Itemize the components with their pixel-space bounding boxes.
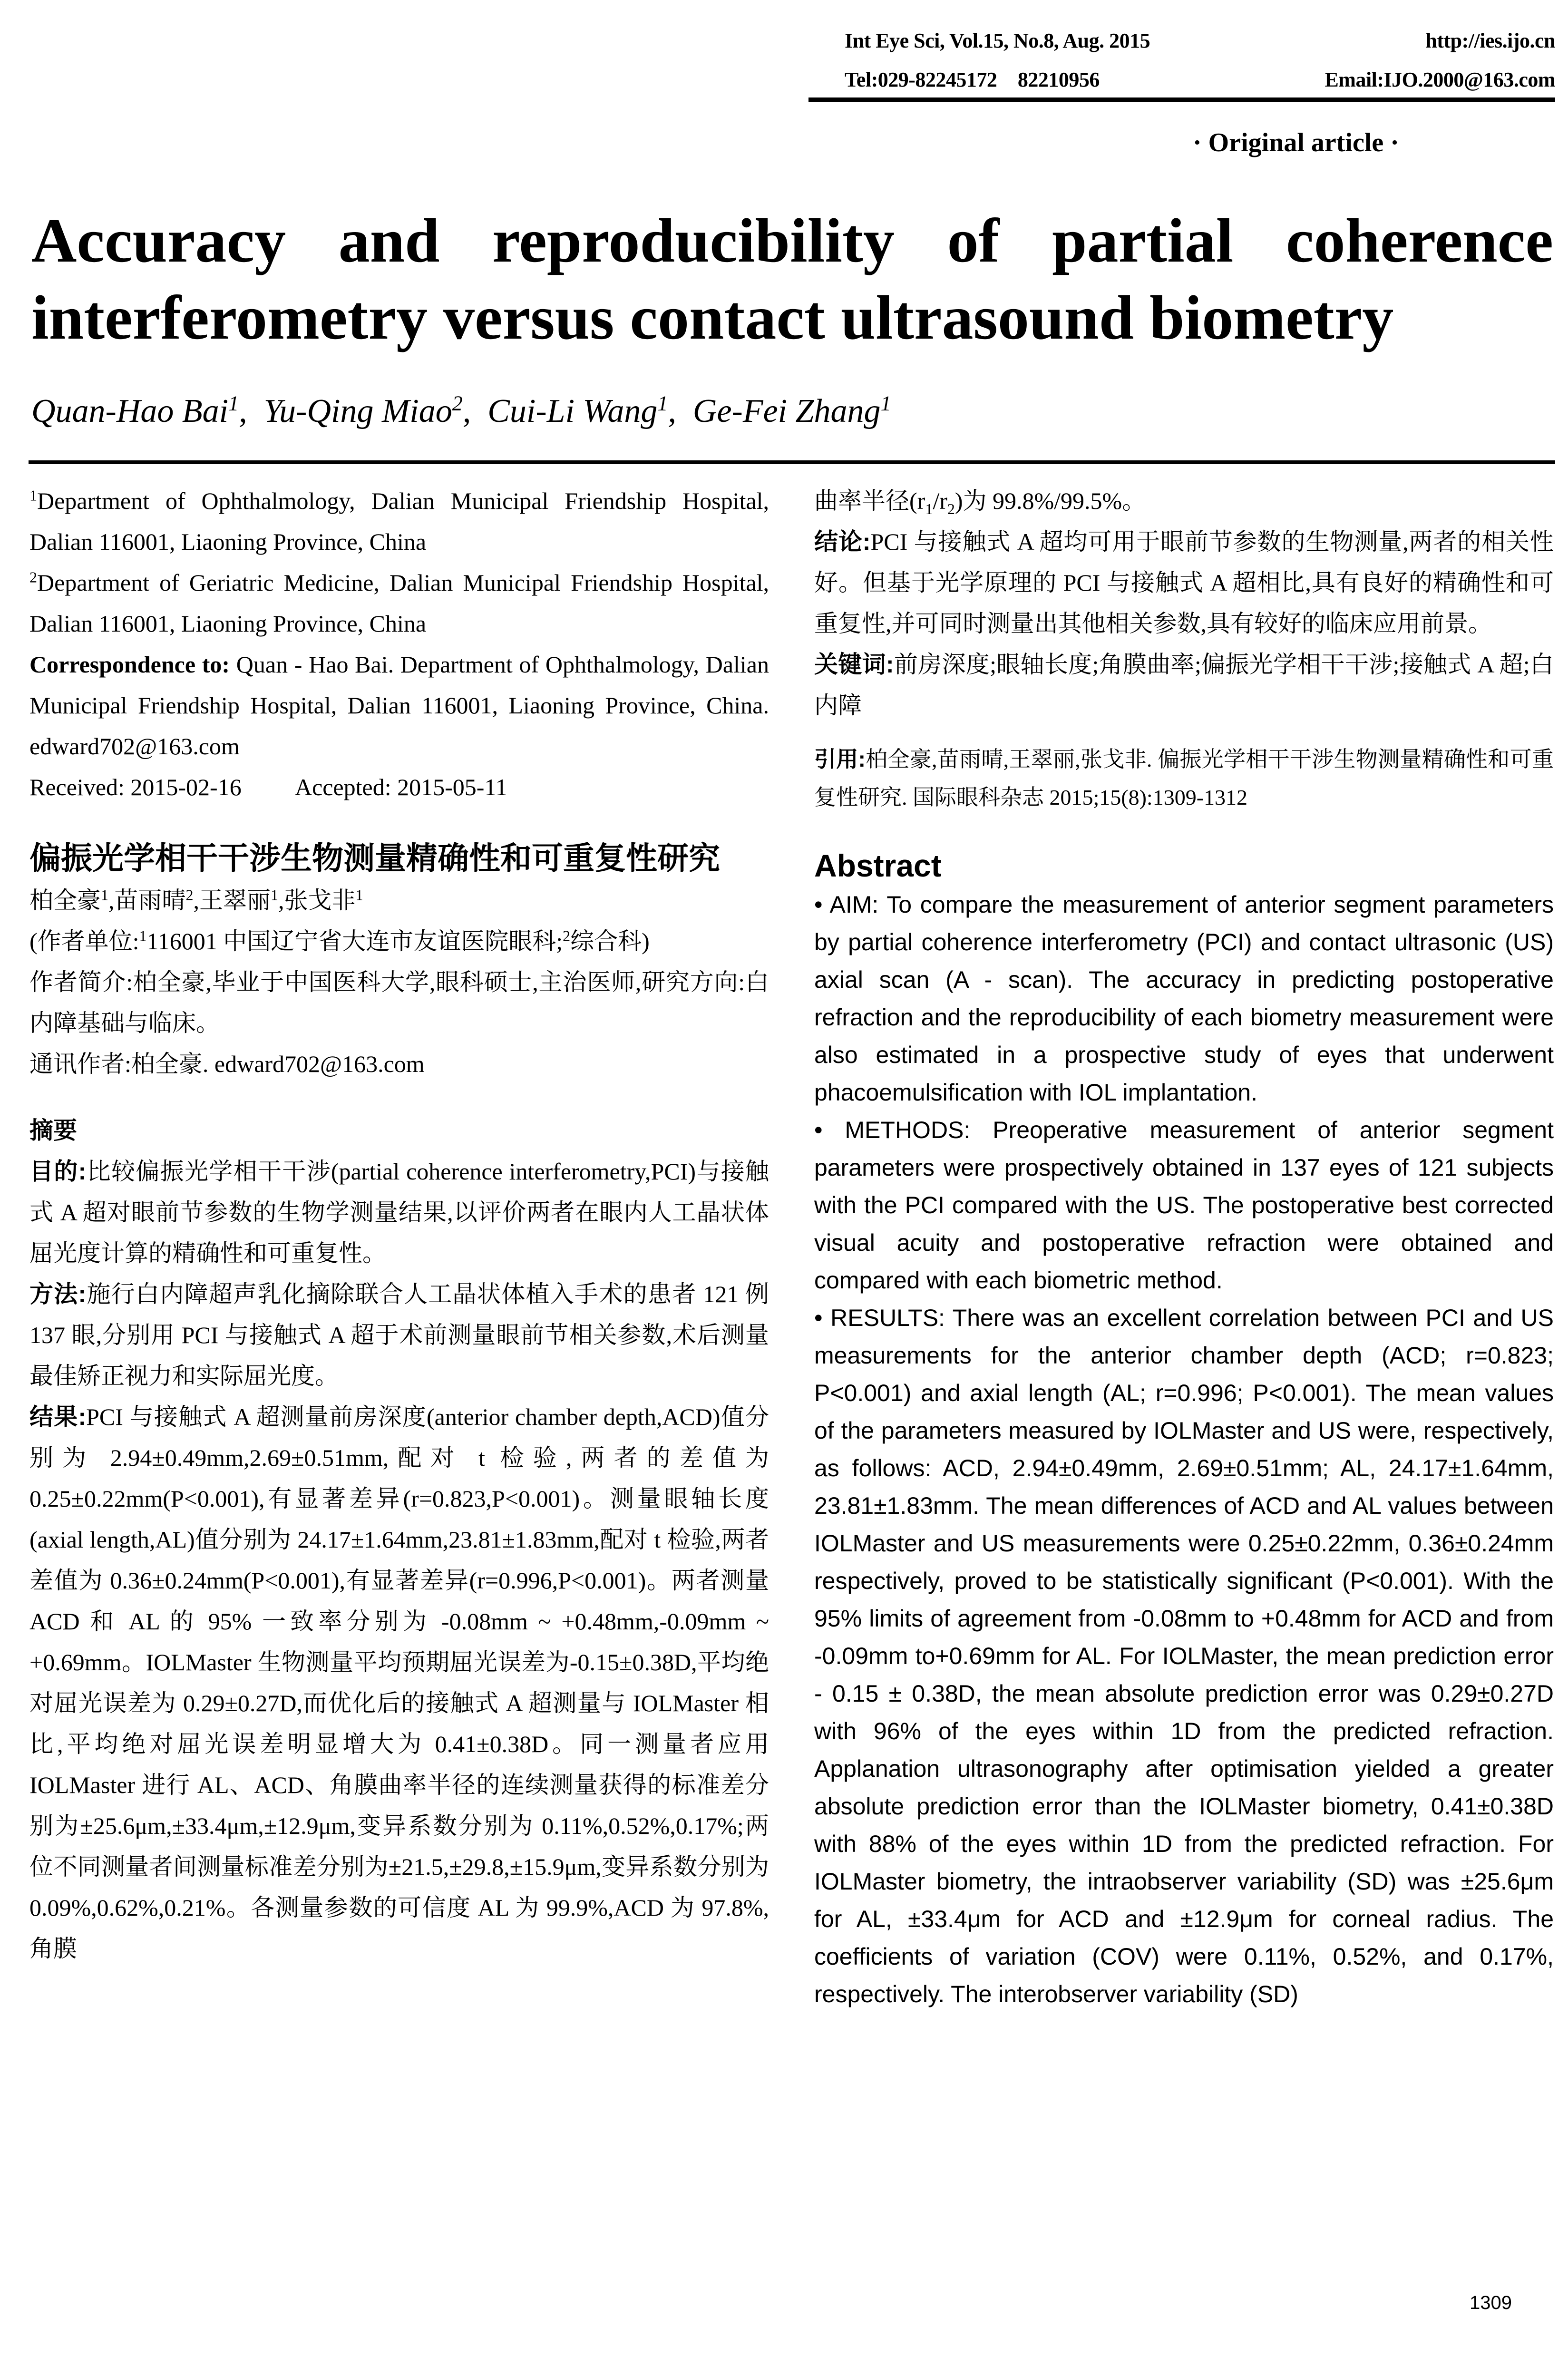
keywords-text: 前房深度;眼轴长度;角膜曲率;偏振光学相干干涉;接触式 A 超;白内障 (814, 651, 1554, 719)
section-text: PCI 与接触式 A 超测量前房深度(anterior chamber depth,ACD)值分别为 2.94±0.49mm,2.69±0.51mm,配对 t 检验,两者的差值为 0.25±0.22mm(P<0.001),有显著差异(r=0.823,P<0.001)。测量眼轴长度(axial length,AL)值分别为 24.17±1.64mm,23.81±1.83mm,配对 t 检验,两者差值为 0.36±0.24mm(P<0.001),有显著差异(r=0.996,P<0.001)。两者测量 ACD 和 AL 的 95% 一致率分别为 -0.08mm ~ +0.48mm,-0.09mm ~ +0.69mm。IOLMaster 生物测量平均预期屈光误差为-0.15±0.38D,平均绝对屈光误差为 0.29±0.27D,而优化后的接触式 A 超测量与 IOLMaster 相比,平均绝对屈光误差明显增大为 0.41±0.38D。同一测量者应用 IOLMaster 进行 AL、ACD、角膜曲率半径的连续测量获得的标准差分别为±25.6μm,±33.4μm,±12.9μm,变异系数分别为 0.11%,0.52%,0.17%;两位不同测量者间测量标准差分别为±21.5,±29.8,±15.9μm,变异系数分别为 0.09%,0.62%,0.21%。各测量参数的可信度 AL 为 99.9%,ACD 为 97.8%,角膜 (29, 1403, 769, 1962)
chinese-results (29, 1396, 769, 1969)
title-line-2: interferometry versus contact ultrasound biometry (31, 283, 1394, 352)
section-text: PCI 与接触式 A 超均可用于眼前节参数的生物测量,两者的相关性好。但基于光学原理的 PCI 与接触式 A 超相比,具有良好的精确性和可重复性,并可同时测量出其他相关参数,具有较好的临床应用前景。 (814, 528, 1554, 637)
chinese-authors: 柏全豪$^1$,苗雨晴$^2$,王翠丽$^1$,张戈非$^1$ (29, 886, 363, 914)
section-label: 目的: (29, 1158, 87, 1185)
chinese-author-name: 王翠丽 (199, 887, 271, 914)
section-text: To compare the measurement of anterior segment parameters by partial coherence interferometry (PCI) and contact ultrasonic (US) axial scan (A - scan). The accuracy in predicting postoperative refraction and the reproducibility of each biometry measurement were also estimated in a prospective study of eyes that underwent phacoemulsification with IOL implantation. (814, 891, 1554, 1106)
abstract-results: • RESULTS: There was an excellent correlation between PCI and US measurements for the anterior chamber depth (ACD; r=0.823; P<0.001) and axial length (AL; r=0.996; P<0.001). The mean values of the parameters measured by IOLMaster and US were, respectively, as follows: ACD, 2.94±0.49mm, 2.69±0.51mm; AL, 24.17±1.64mm, 23.81±1.83mm. The mean differences of ACD and AL values between IOLMaster and US measurements were 0.25±0.22mm, 0.36±0.24mm respectively, proved to be statistically significant (P<0.001). With the 95% limits of agreement from -0.08mm to +0.48mm for ACD and from -0.09mm to+0.69mm for AL. For IOLMaster, the mean prediction error - 0.15 ± 0.38D, the mean absolute prediction error was 0.29±0.27D with 96% of the eyes within 1D from the predicted refraction. Applanation ultrasonography after optimisation yielded a greater absolute prediction error than the IOLMaster biometry, 0.41±0.38D with 88% of the eyes within 1D from the predicted refraction. For IOLMaster biometry, the intraobserver variability (SD) was ±25.6μm for AL, ±33.4μm for ACD and ±12.9μm for corneal radius. The coefficients of variation (COV) were 0.11%, 0.52%, and 0.17%, respectively. The interobserver variability (SD) (814, 1305, 1554, 2007)
dates (29, 767, 769, 808)
journal-header-line (845, 28, 1555, 54)
abstract-aim: • AIM: To compare the measurement of anterior segment parameters by partial coherence interferometry (PCI) and contact ultrasonic (US) axial scan (A - scan). The accuracy in predicting postoperative refraction and the reproducibility of each biometry measurement were also estimated in a prospective study of eyes that underwent phacoemulsification with IOL implantation. (814, 891, 1554, 1106)
chinese-methods (29, 1274, 769, 1396)
section-text: 比较偏振光学相干干涉(partial coherence interferometry,PCI)与接触式 A 超对眼前节参数的生物学测量结果,以评价两者在眼内人工晶状体屈光度计算的精确性和可重复性。 (29, 1158, 769, 1266)
title-word: partial (1052, 205, 1234, 275)
author-affiliation-mark: 1 (355, 886, 363, 904)
journal-contact-line (845, 67, 1555, 93)
title-word: Accuracy (31, 205, 286, 275)
affiliation-number: 2 (29, 568, 37, 586)
chinese-conclusion (814, 521, 1554, 644)
title-word: reproducibility (492, 205, 895, 275)
section-text: )为 99.8%/99.5%。 (954, 487, 1146, 514)
title-rule (29, 460, 1555, 464)
author-name: Cui-Li Wang (487, 393, 658, 429)
title-word: and (338, 205, 440, 275)
chinese-author-name: 张戈非 (284, 887, 356, 914)
journal-url[interactable]: http://ies.ijo.cn (1425, 29, 1555, 52)
section-label: METHODS: (845, 1117, 971, 1143)
chinese-corresponding-author: 通讯作者:柏全豪. edward702@163.com (29, 1051, 425, 1077)
chinese-author-name: 柏全豪 (29, 887, 101, 914)
correspondence (29, 644, 769, 767)
paper-title (31, 202, 1553, 356)
author-affiliation-mark: 1 (228, 391, 239, 415)
received-date: 2015-02-16 (130, 774, 242, 800)
chinese-aim (29, 1151, 769, 1274)
chinese-affiliation (29, 921, 769, 962)
correspondence-label: Correspondence to: (29, 651, 230, 678)
author-name: Ge-Fei Zhang (692, 393, 881, 429)
correspondence-text[interactable]: Quan - Hao Bai. Department of Ophthalmology, Dalian Municipal Friendship Hospital, Dalian 116001, Liaoning Province, China. edward702@163.com (29, 651, 769, 760)
chinese-author-bio: 作者简介:柏全豪,毕业于中国医科大学,眼科硕士,主治医师,研究方向:白内障基础与临床。 (29, 969, 769, 1036)
header-rule (808, 97, 1555, 102)
citation-text: 柏全豪,苗雨晴,王翠丽,张戈非. 偏振光学相干干涉生物测量精确性和可重复性研究. 国际眼科杂志 2015;15(8):1309-1312 (814, 747, 1554, 809)
article-type-label: · Original article · (1193, 128, 1399, 157)
affiliation-number: 1 (29, 487, 37, 504)
author-name: Quan-Hao Bai (31, 393, 229, 429)
section-label: 关键词: (814, 651, 894, 678)
chinese-author-name: 苗雨晴 (114, 887, 186, 914)
affiliation-text: 综合科) (570, 928, 650, 955)
section-label: 引用: (814, 747, 866, 771)
affiliation-number: 1 (139, 927, 147, 945)
abstract-methods: • METHODS: Preoperative measurement of anterior segment parameters were prospectively obtained in 137 eyes of 121 subjects with the PCI compared with the US. The postoperative best corrected visual acuity and postoperative refraction were obtained and compared with each biometric method. (814, 1117, 1554, 1294)
section-label: 方法: (29, 1281, 87, 1307)
chinese-abstract-heading: 摘要 (29, 1117, 77, 1144)
section-label: 结果: (29, 1403, 87, 1430)
title-word: coherence (1286, 205, 1553, 275)
section-text: Preoperative measurement of anterior segment parameters were prospectively obtained in 137 eyes of 121 subjects with the PCI compared with the US. The postoperative best corrected visual acuity and postoperative refraction were obtained and compared with each biometric method. (814, 1117, 1554, 1294)
page-number: 1309 (1470, 2292, 1512, 2313)
subscript: 1 (925, 500, 933, 517)
left-column (29, 480, 769, 1969)
journal-tel: Tel:029-82245172 82210956 (845, 68, 1100, 91)
title-line-1 (31, 202, 1553, 279)
subscript: 2 (947, 500, 955, 517)
section-text: 曲率半径(r (814, 487, 925, 514)
affiliation-text: 116001 中国辽宁省大连市友谊医院眼科; (146, 928, 563, 955)
section-label: RESULTS: (830, 1305, 945, 1331)
author-affiliation-mark: 1 (101, 886, 108, 904)
author-affiliation-mark: 1 (880, 391, 891, 415)
accepted-date: 2015-05-11 (397, 774, 507, 800)
affiliation (29, 562, 769, 644)
affiliation (29, 480, 769, 562)
section-label: AIM: (829, 891, 879, 918)
right-column (814, 480, 1554, 2013)
section-text: There was an excellent correlation between PCI and US measurements for the anterior chamber depth (ACD; r=0.823; P<0.001) and axial length (AL; r=0.996; P<0.001). The mean values of the parameters measured by IOLMaster and US were, respectively, as follows: ACD, 2.94±0.49mm, 2.69±0.51mm; AL, 24.17±1.64mm, 23.81±1.83mm. The mean differences of ACD and AL values between IOLMaster and US measurements were 0.25±0.22mm, 0.36±0.24mm respectively, proved to be statistically significant (P<0.001). With the 95% limits of agreement from -0.08mm to +0.48mm for ACD and from -0.09mm to+0.69mm for AL. For IOLMaster, the mean prediction error - 0.15 ± 0.38D, the mean absolute prediction error was 0.29±0.27D with 96% of the eyes within 1D from the predicted refraction. Applanation ultrasonography after optimisation yielded a greater absolute prediction error than the IOLMaster biometry, 0.41±0.38D with 88% of the eyes within 1D from the predicted refraction. For IOLMaster biometry, the intraobserver variability (SD) was ±25.6μm for AL, ±33.4μm for ACD and ±12.9μm for corneal radius. The coefficients of variation (COV) were 0.11%, 0.52%, and 0.17%, respectively. The interobserver variability (SD) (814, 1305, 1554, 2007)
affiliation-text: Department of Ophthalmology, Dalian Municipal Friendship Hospital, Dalian 116001, Liaoning Province, China (29, 487, 769, 555)
title-word: of (947, 205, 1000, 275)
section-text: 施行白内障超声乳化摘除联合人工晶状体植入手术的患者 121 例 137 眼,分别用 PCI 与接触式 A 超于术前测量眼前节相关参数,术后测量最佳矫正视力和实际屈光度。 (29, 1281, 769, 1389)
author-name: Yu-Qing Miao (263, 393, 452, 429)
accepted-label: Accepted: (294, 774, 391, 800)
abstract-heading: Abstract (814, 848, 942, 883)
chinese-title: 偏振光学相干干涉生物测量精确性和可重复性研究 (29, 840, 720, 876)
author-affiliation-mark: 1 (271, 886, 278, 904)
section-text: /r (933, 487, 947, 514)
affiliation-text: Department of Geriatric Medicine, Dalian Municipal Friendship Hospital, Dalian 116001, Liaoning Province, China (29, 569, 769, 637)
chinese-results-continued (814, 480, 1554, 521)
author-affiliation-mark: 2 (452, 391, 463, 415)
author-list: Quan-Hao Bai$^1$, Yu-Qing Miao$^2$, Cui-Li Wang$^1$, Ge-Fei Zhang$^1$ (31, 391, 891, 429)
journal-citation: Int Eye Sci, Vol.15, No.8, Aug. 2015 (845, 29, 1150, 52)
author-affiliation-mark: 1 (657, 391, 668, 415)
journal-email[interactable]: Email:IJO.2000@163.com (1325, 68, 1555, 91)
affiliation-number: 2 (563, 927, 571, 945)
chinese-citation (814, 740, 1554, 817)
affiliation-prefix: (作者单位: (29, 928, 139, 955)
chinese-keywords (814, 644, 1554, 726)
received-label: Received: (29, 774, 125, 800)
section-label: 结论: (814, 528, 871, 555)
author-affiliation-mark: 2 (185, 886, 194, 904)
